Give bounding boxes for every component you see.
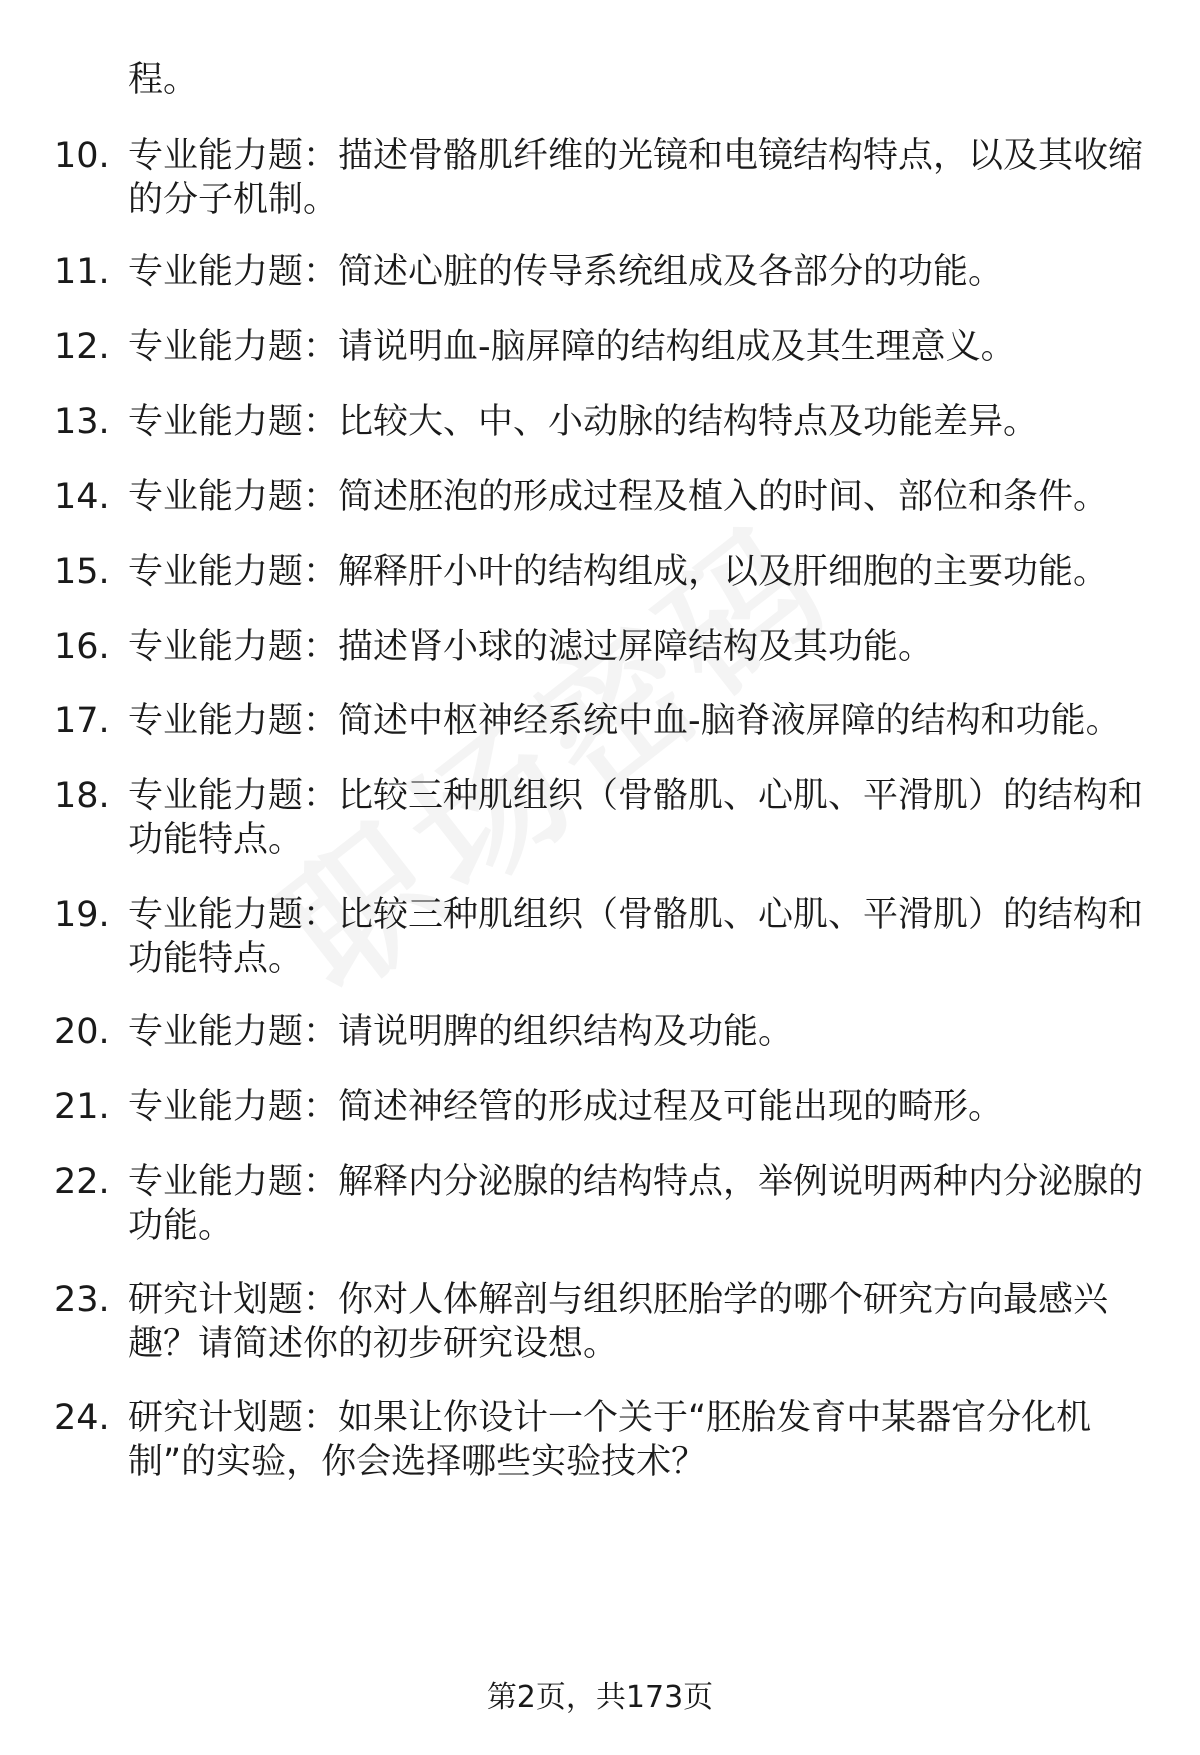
- item-number: 10.: [54, 136, 110, 176]
- item-number: 12.: [54, 327, 110, 367]
- item-number: 15.: [54, 552, 110, 592]
- list-item: [54, 1160, 1154, 1248]
- continued-text: 程。: [128, 60, 199, 100]
- item-text: 专业能力题：简述胚泡的形成过程及植入的时间、部位和条件。: [128, 477, 1109, 517]
- item-text: 专业能力题：比较三种肌组织（骨骼肌、心肌、平滑肌）的结构和功能特点。: [128, 895, 1144, 979]
- item-text: 研究计划题：你对人体解剖与组织胚胎学的哪个研究方向最感兴趣？请简述你的初步研究设想。: [128, 1280, 1109, 1364]
- item-number: 11.: [54, 252, 110, 292]
- item-text: 专业能力题：描述骨骼肌纤维的光镜和电镜结构特点，以及其收缩的分子机制。: [128, 136, 1144, 220]
- item-text: 专业能力题：简述神经管的形成过程及可能出现的畸形。: [128, 1087, 1004, 1127]
- item-number: 24.: [54, 1398, 110, 1438]
- item-number: 22.: [54, 1162, 110, 1202]
- list-item: [54, 250, 1154, 294]
- list-item: [54, 1010, 1154, 1054]
- list-item: [54, 475, 1154, 519]
- item-text: 专业能力题：描述肾小球的滤过屏障结构及其功能。: [128, 627, 934, 667]
- item-text: 专业能力题：简述心脏的传导系统组成及各部分的功能。: [128, 252, 1004, 292]
- item-number: 21.: [54, 1087, 110, 1127]
- list-item: [54, 774, 1154, 862]
- list-item: [54, 1278, 1154, 1366]
- list-item: [54, 134, 1154, 222]
- item-number: 20.: [54, 1012, 110, 1052]
- list-item: [54, 550, 1154, 594]
- item-text: 专业能力题：解释肝小叶的结构组成，以及肝细胞的主要功能。: [128, 552, 1109, 592]
- item-text: 研究计划题：如果让你设计一个关于“胚胎发育中某器官分化机制”的实验，你会选择哪些实验技术？: [128, 1398, 1092, 1482]
- list-item: [54, 625, 1154, 669]
- item-number: 18.: [54, 776, 110, 816]
- item-number: 16.: [54, 627, 110, 667]
- item-number: 23.: [54, 1280, 110, 1320]
- list-item: [54, 699, 1154, 743]
- item-number: 14.: [54, 477, 110, 517]
- list-item: [54, 893, 1154, 981]
- list-item: [54, 1396, 1154, 1484]
- list-item: [54, 1085, 1154, 1129]
- page-footer: 第2页，共173页: [486, 1680, 714, 1715]
- item-number: 19.: [54, 895, 110, 935]
- item-text: 专业能力题：简述中枢神经系统中血-脑脊液屏障的结构和功能。: [128, 701, 1121, 741]
- item-text: 专业能力题：比较三种肌组织（骨骼肌、心肌、平滑肌）的结构和功能特点。: [128, 776, 1144, 860]
- item-number: 17.: [54, 701, 110, 741]
- item-text: 专业能力题：解释内分泌腺的结构特点，举例说明两种内分泌腺的功能。: [128, 1162, 1144, 1246]
- list-item: [54, 325, 1154, 369]
- item-text: 专业能力题：请说明血-脑屏障的结构组成及其生理意义。: [128, 327, 1016, 367]
- item-text: 专业能力题：比较大、中、小动脉的结构特点及功能差异。: [128, 402, 1039, 442]
- list-item: [54, 400, 1154, 444]
- item-text: 专业能力题：请说明脾的组织结构及功能。: [128, 1012, 794, 1052]
- item-number: 13.: [54, 402, 110, 442]
